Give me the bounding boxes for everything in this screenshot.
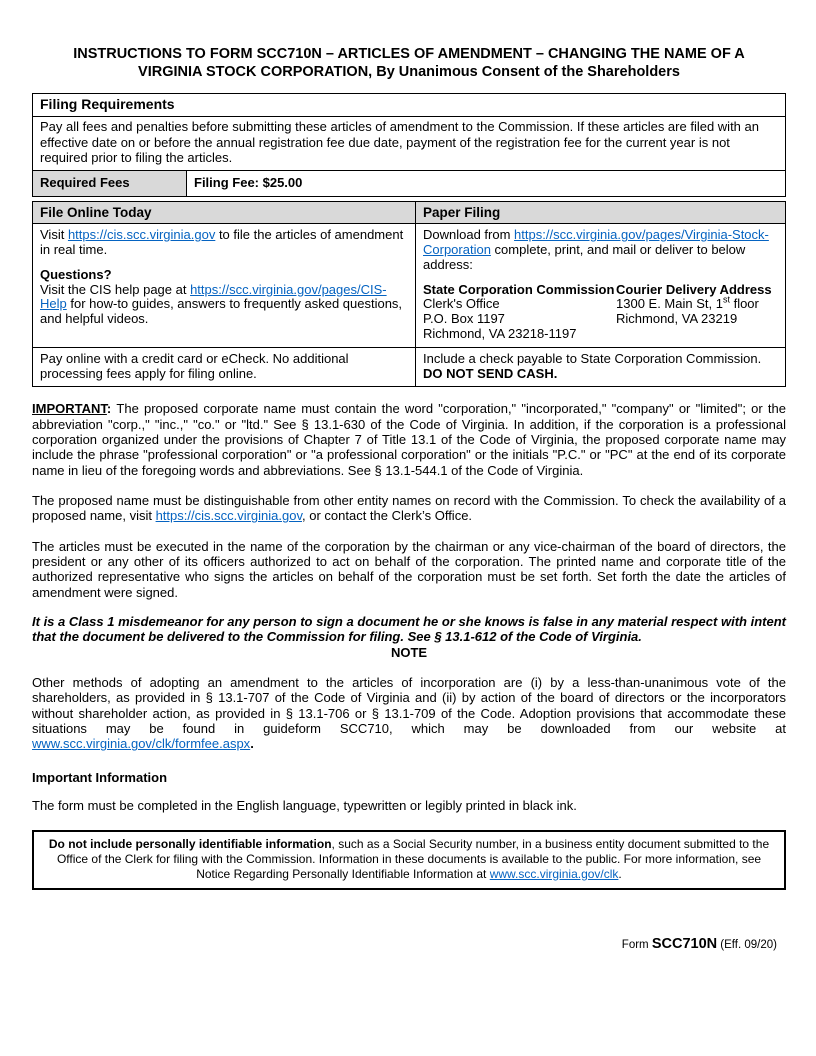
courier-address [616, 283, 772, 342]
cis-help-link[interactable]: https://scc.virginia.gov/pages/CIS-Help [40, 281, 387, 312]
distinguishable-prefix-text: The proposed name must be distinguishable from other entity names on record with the Commission. To check the availability of a proposed name, visit [32, 493, 786, 524]
visit-suffix-text: to file the articles of amendment in real time. [40, 227, 404, 257]
important-information-text: The form must be completed in the English language, typewritten or legibly printed in black ink. [32, 798, 577, 813]
check-note-text: Include a check payable to State Corporation Commission. [423, 350, 762, 366]
mailing-address-name: State Corporation Commission [423, 281, 615, 297]
mailing-address-line2: P.O. Box 1197 [423, 311, 505, 327]
help-suffix-text: for how-to guides, answers to frequently asked questions, and helpful videos. [40, 296, 403, 327]
pay-online-note-cell: Pay online with a credit card or eCheck. No additional processing fees apply for filing online. [33, 347, 416, 387]
file-online-content-cell [33, 224, 416, 348]
visit-prefix-text: Visit [40, 227, 68, 243]
file-online-today-header: File Online Today [33, 201, 416, 223]
important-text: The proposed corporate name must contain the word "corporation," "incorporated," "company" or "limited"; or the abbreviation "corp.," "inc.," "co." or "ltd." See § 13.1-630 of the Code of Virginia. In addition, if the corporation is a professional corporation organized under the provisions of Chapter 7 of Title 13.1 of the Code of Virginia, the proposed corporate name may include the phrase "professional corporation" or "a professional corporation" or the initials "P.C." or "PC" at the end of its corporate name in lieu of the foregoing words and abbreviations. See § 13.1-544.1 of the Code of Virginia. [32, 401, 786, 478]
questions-heading: Questions? [40, 266, 112, 282]
form-effective-date: (Eff. 09/20) [717, 939, 777, 951]
instructions-body [32, 401, 786, 890]
execution-paragraph: The articles must be executed in the name of the corporation by the chairman or any vice-chairman of the board of directors, the president or any other of its officers authorized to act on behalf of the corporation. The printed name and corporate title of the authorized representative who signs the articles on behalf of the corporation must be set forth. Set forth the date the articles of amendment were signed. [32, 538, 786, 600]
ordinal-superscript: st [722, 295, 730, 306]
address-block [423, 283, 778, 342]
misdemeanor-warning-paragraph: It is a Class 1 misdemeanor for any person to sign a document he or she knows is false in any material respect with intent that the document be delivered to the Commission for filing. See § 13.1-612 of the Code of Virginia. [32, 614, 786, 645]
pii-notice-box [32, 830, 786, 890]
pii-body-text: , such as a Social Security number, in a business entity document submitted to the Office of the Clerk for filing with the Commission. Information in these documents is available to the public. For more information, see Notice Regarding Personally Identifiable Information at [56, 837, 770, 881]
courier-address-line1 [616, 297, 772, 312]
mailing-address-line1: Clerk's Office [423, 296, 500, 312]
courier-address-line2: Richmond, VA 23219 [616, 311, 738, 327]
download-text [423, 228, 778, 272]
cis-availability-link[interactable]: https://cis.scc.virginia.gov [155, 508, 302, 524]
distinguishable-suffix-text: , or contact the Clerk’s Office. [302, 508, 473, 524]
page-title-line1: INSTRUCTIONS TO FORM SCC710N – ARTICLES OF AMENDMENT – CHANGING THE NAME OF A [73, 46, 745, 62]
pii-clk-link[interactable]: www.scc.virginia.gov/clk [489, 866, 619, 881]
form-label: Form [621, 939, 652, 951]
formfee-link[interactable]: www.scc.virginia.gov/clk/formfee.aspx [32, 736, 251, 752]
page-title-line2: VIRGINIA STOCK CORPORATION, By Unanimous Consent of the Shareholders [138, 63, 680, 80]
paper-filing-content-cell [416, 224, 786, 348]
download-form-link[interactable]: https://scc.virginia.gov/pages/Virginia-Stock-Corporation [423, 227, 769, 257]
form-footer [622, 936, 777, 952]
form-code: SCC710N [651, 936, 718, 952]
cis-filing-link[interactable]: https://cis.scc.virginia.gov [67, 227, 216, 243]
filing-requirements-body: Pay all fees and penalties before submitting these articles of amendment to the Commission. If these articles are filed with an effective date on or before the annual registration fee due date, payment of the registration fee for the current year is not required prior to filing the articles. [33, 117, 786, 171]
required-fees-label: Required Fees [33, 170, 187, 196]
filing-requirements-table [32, 93, 786, 196]
other-methods-paragraph [32, 675, 786, 752]
courier-address-name: Courier Delivery Address [616, 281, 772, 297]
other-methods-text: Other methods of adopting an amendment to the articles of incorporation are (i) by a less-than-unanimous vote of the shareholders, as provided in § 13.1-707 of the Code of Virginia and (ii) by action of the board of directors or the incorporators without shareholder action, as provided in § 13.1-706 or § 13.1-709 of the Code. Adoption provisions that accommodate these situations may be found in guideform SCC710, which may be downloaded from our website at [32, 675, 786, 737]
note-label: NOTE [390, 644, 428, 660]
filing-methods-table [32, 201, 786, 388]
help-prefix-text: Visit the CIS help page at [40, 281, 191, 297]
mailing-address-line3: Richmond, VA 23218-1197 [423, 326, 577, 341]
mailing-address [423, 283, 616, 342]
file-online-visit-text [40, 228, 408, 258]
pii-bold-text: Do not include personally identifiable information [48, 837, 332, 852]
other-methods-period: . [250, 736, 254, 752]
name-distinguishable-paragraph [32, 493, 786, 524]
important-colon: : [106, 401, 117, 417]
important-information-heading: Important Information [32, 769, 168, 785]
check-payment-note-cell [416, 347, 786, 387]
important-paragraph [32, 401, 786, 478]
courier-line1-text: 1300 E. Main St, 1 [616, 296, 723, 312]
filing-fee-value: Filing Fee: $25.00 [187, 170, 786, 196]
download-prefix-text: Download from [423, 227, 515, 243]
download-suffix-text: complete, print, and mail or deliver to below address: [423, 241, 746, 272]
important-label: IMPORTANT [32, 401, 107, 417]
page-title [32, 46, 786, 81]
cis-help-text [40, 283, 408, 327]
pii-suffix-text: . [618, 866, 622, 881]
no-cash-warning: DO NOT SEND CASH. [423, 365, 558, 381]
courier-line1-suffix: floor [729, 296, 759, 312]
paper-filing-header: Paper Filing [416, 201, 786, 223]
filing-requirements-header: Filing Requirements [33, 94, 786, 117]
